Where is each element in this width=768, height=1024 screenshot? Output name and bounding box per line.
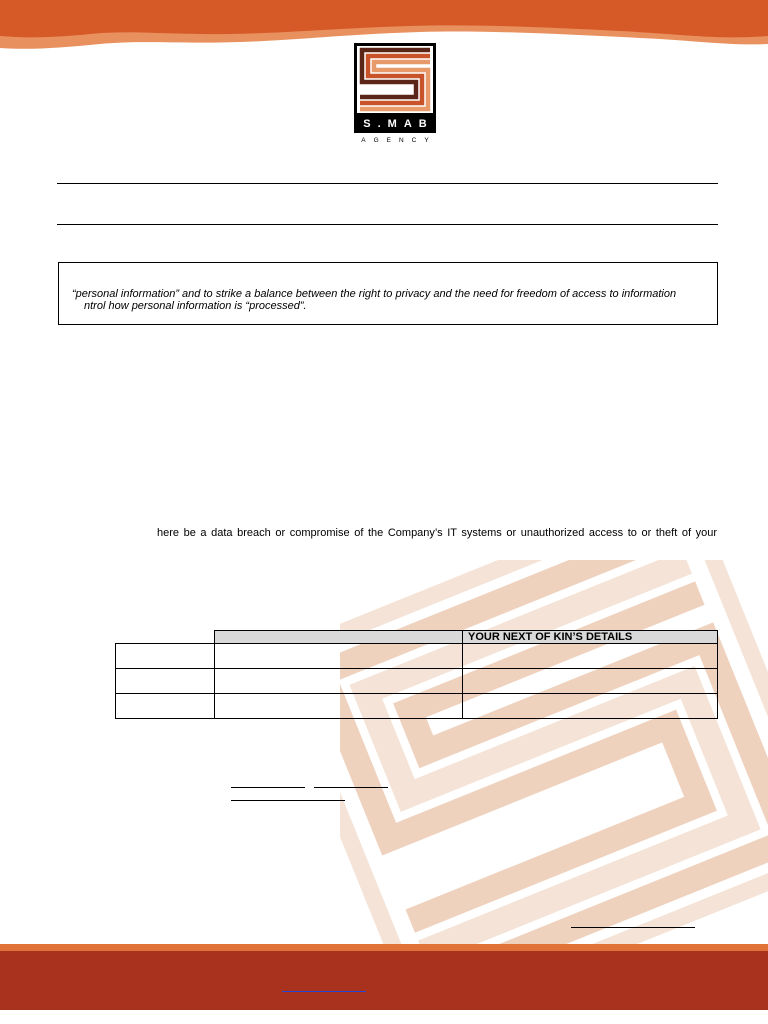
- footer-link[interactable]: [282, 991, 366, 992]
- table-header-blank-cell: [116, 631, 215, 644]
- smab-logo-icon: [354, 43, 436, 116]
- table-header-row: [116, 631, 718, 644]
- logo-brand-bar: [354, 116, 436, 133]
- table-header-cell: [215, 631, 463, 644]
- notice-text-line: ntrol how personal information is “processed”.: [84, 300, 307, 312]
- next-of-kin-heading: YOUR NEXT OF KIN’S DETAILS: [463, 631, 718, 644]
- title-rule-top: [57, 183, 718, 184]
- notice-text-line: “personal information” and to strike a balance between the right to privacy and the need for freedom of access to information: [72, 288, 677, 300]
- table-cell: [463, 669, 718, 694]
- details-table: [115, 630, 718, 719]
- footer-stripe: [0, 944, 768, 951]
- logo-tagline: AGENCY: [361, 137, 437, 144]
- table-cell: [463, 644, 718, 669]
- logo-brand-text: S.MAB: [363, 118, 434, 130]
- notice-box: [58, 262, 718, 325]
- footer-band: [0, 951, 768, 1010]
- signature-line: [231, 787, 305, 788]
- table-cell: [116, 644, 215, 669]
- table-cell: [116, 694, 215, 719]
- table-cell: [116, 669, 215, 694]
- signature-line: [571, 927, 695, 928]
- table-cell: [215, 669, 463, 694]
- title-rule-bottom: [57, 224, 718, 225]
- table-row: [116, 669, 718, 694]
- body-paragraph: here be a data breach or compromise of the Company’s IT systems or unauthorized access to or theft of your: [157, 527, 717, 539]
- table-cell: [215, 644, 463, 669]
- signature-line: [314, 787, 388, 788]
- signature-line: [231, 800, 345, 801]
- table-row: [116, 694, 718, 719]
- table-row: [116, 644, 718, 669]
- table-cell: [215, 694, 463, 719]
- smab-logo-watermark-icon: [340, 560, 768, 949]
- table-cell: [463, 694, 718, 719]
